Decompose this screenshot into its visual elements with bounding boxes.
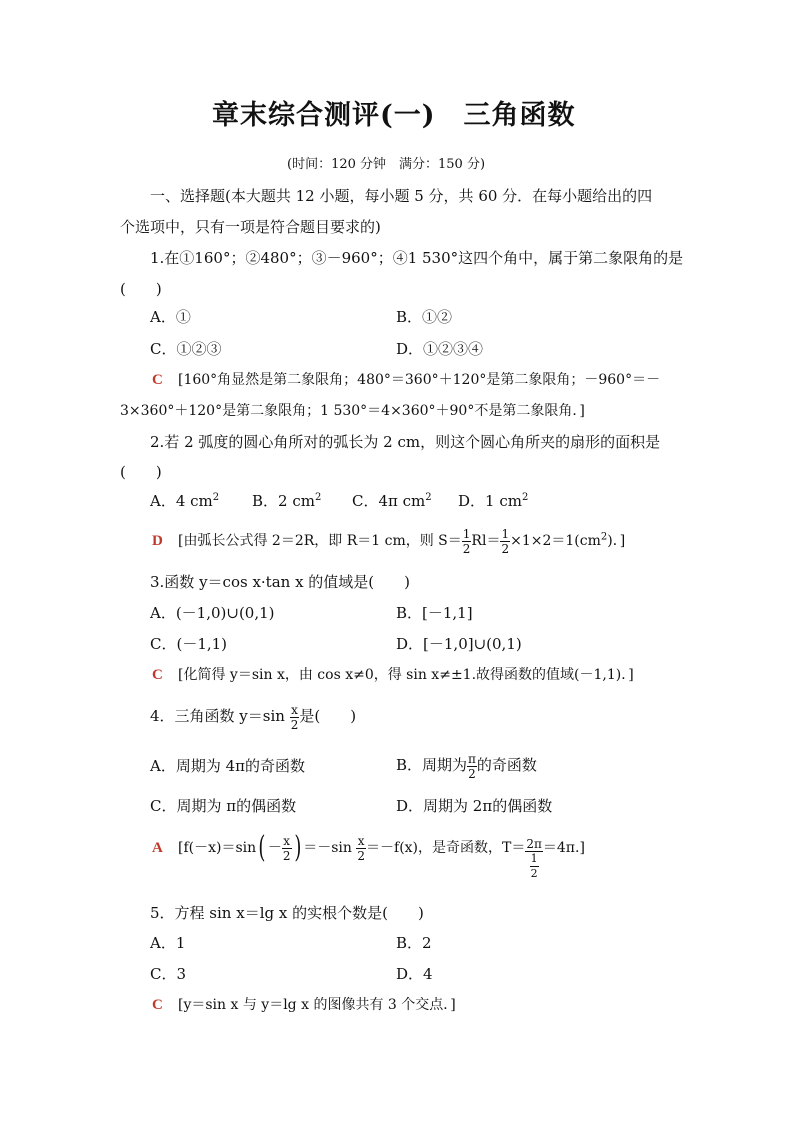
q4-answer: A [152, 840, 163, 856]
q3-option-b: B．[－1,1] [396, 604, 473, 622]
q1-option-d: D．①②③④ [396, 340, 484, 358]
q1-solution-line2: 3×360°＋120°是第二象限角；1 530°＝4×360°＋90°不是第二象限角．] [120, 403, 585, 419]
q2-option-a: A．4 $cm^2$ [150, 492, 220, 510]
fraction-period: $\frac{2\pi}{\frac{1}{2}}$ [526, 837, 542, 880]
q1-option-b: B．①② [396, 308, 453, 326]
q4-stem: 4．三角函数 y＝sin $\frac{x}{2}$ 是( ) [150, 702, 357, 732]
section-header-line2: 个选项中，只有一项是符合题目要求的) [120, 218, 381, 236]
q3-option-a: A．(－1,0)∪(0,1) [150, 604, 275, 622]
q2-blank: ( ) [120, 463, 162, 481]
q3-option-c: C．(－1,1) [150, 635, 228, 653]
q2-option-b: B．2 $cm^2$ [252, 492, 322, 510]
q4-option-c: C．周期为 π的偶函数 [150, 797, 297, 815]
q3-option-d: D．[－1,0]∪(0,1) [396, 635, 522, 653]
fraction-x-over-2: $\frac{x}{2}$ [282, 833, 291, 863]
page-title: 章末综合测评(一) 三角函数 [212, 100, 576, 131]
q5-option-d: D．4 [396, 965, 433, 983]
q3-answer: C [152, 667, 163, 683]
q1-blank: ( ) [120, 280, 162, 298]
q5-answer: C [152, 997, 163, 1013]
q2-answer: D [152, 533, 163, 549]
q2-option-d: D．1 $cm^2$ [458, 492, 529, 510]
q4-option-a: A．周期为 4π的奇函数 [150, 757, 306, 775]
q5-option-a: A．1 [150, 934, 186, 952]
q1-option-c: C．①②③ [150, 340, 222, 358]
q2-stem: 2.若 2 弧度的圆心角所对的弧长为 2 cm，则这个圆心角所夹的扇形的面积是 [150, 433, 661, 451]
q5-option-c: C．3 [150, 965, 187, 983]
fraction-pi-over-2: $\frac{\pi}{2}$ [468, 751, 476, 781]
q5-option-b: B．2 [396, 934, 432, 952]
q1-option-a: A．① [150, 308, 191, 326]
fraction-x-over-2: $\frac{x}{2}$ [290, 702, 299, 732]
q5-stem: 5．方程 sin x＝lg x 的实根个数是( ) [150, 904, 424, 922]
q4-option-b: B．周期为 $\frac{\pi}{2}$ 的奇函数 [396, 751, 537, 781]
exam-info: (时间：120 分钟 满分：150 分) [287, 157, 486, 172]
q2-solution: [由弧长公式得 2＝2R，即 R＝1 cm，则 S＝ $\frac{1}{2}$ Rl＝ $\frac{1}{2}$ $\times 1\times 2=1(cm^2)$．] [178, 526, 626, 556]
q1-answer: C [152, 372, 163, 388]
q4-solution: [f(－x)＝sin( － $\frac{x}{2}$ ) ＝－sin $\frac{x}{2}$ ＝－f(x)，是奇函数，T＝ $\frac{2\pi}{\frac{1}{2}}$ ＝4π.] [178, 830, 585, 880]
q3-solution: [化简得 y＝sin x，由 cos x≠0，得 sin x≠±1.故得函数的值域(－1,1)．] [178, 667, 634, 683]
fraction-x-over-2: $\frac{x}{2}$ [357, 833, 366, 863]
fraction-half: $\frac{1}{2}$ [462, 526, 471, 556]
q2-option-c: C．4π $cm^2$ [352, 492, 432, 510]
q1-stem: 1.在①160°；②480°；③－960°；④1 530°这四个角中，属于第二象限角的是 [150, 249, 684, 267]
section-header-line1: 一、选择题(本大题共 12 小题，每小题 5 分，共 60 分．在每小题给出的四 [150, 187, 653, 205]
q1-solution-line1: [160°角显然是第二象限角；480°＝360°＋120°是第二象限角；－960°＝－ [178, 372, 661, 388]
q4-option-d: D．周期为 2π的偶函数 [396, 797, 553, 815]
fraction-half: $\frac{1}{2}$ [501, 526, 510, 556]
q3-stem: 3.函数 y＝cos x·tan x 的值域是( ) [150, 573, 411, 591]
q5-solution: [y＝sin x 与 y＝lg x 的图像共有 3 个交点．] [178, 997, 456, 1013]
